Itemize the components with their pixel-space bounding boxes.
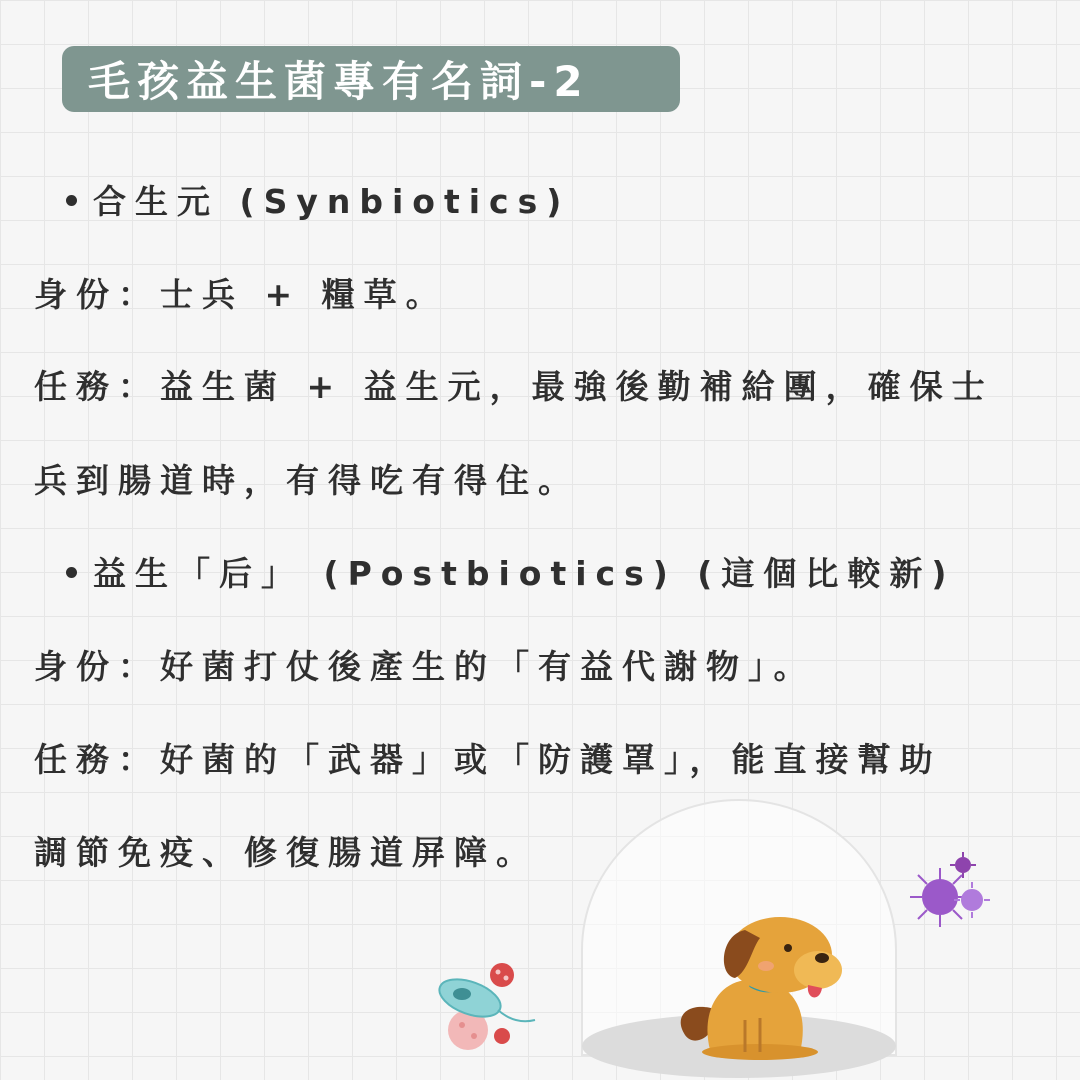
dog-dome-illustration xyxy=(420,780,1020,1080)
synbiotics-task-line-1: 任務：益生菌 + 益生元，最強後勤補給團，確保士 xyxy=(34,367,994,406)
title-banner xyxy=(62,46,680,112)
postbiotics-identity-line: 身份：好菌打仗後產生的「有益代謝物」。 xyxy=(34,647,816,686)
page-title: 毛孩益生菌專有名詞-2 xyxy=(88,57,590,106)
bullet-icon xyxy=(66,195,77,206)
virus-icon xyxy=(954,882,990,918)
postbiotics-task-line-1: 任務：好菌的「武器」或「防護罩」，能直接幫助 xyxy=(34,740,942,779)
synbiotics-task-line-2: 兵到腸道時，有得吃有得住。 xyxy=(34,461,580,500)
synbiotics-identity-line: 身份：士兵 + 糧草。 xyxy=(34,275,448,314)
section-heading-text: 益生「后」 (Postbiotics) (這個比較新) xyxy=(93,554,956,593)
postbiotics-task-line-2: 調節免疫、修復腸道屏障。 xyxy=(34,833,538,872)
bacteria-icon xyxy=(434,963,535,1050)
section-heading-text: 合生元 (Synbiotics) xyxy=(93,182,571,221)
virus-icon xyxy=(950,852,976,878)
virus-icon xyxy=(910,868,970,927)
section-heading-postbiotics xyxy=(66,554,955,594)
bullet-icon xyxy=(66,567,77,578)
section-heading-synbiotics xyxy=(66,182,570,222)
